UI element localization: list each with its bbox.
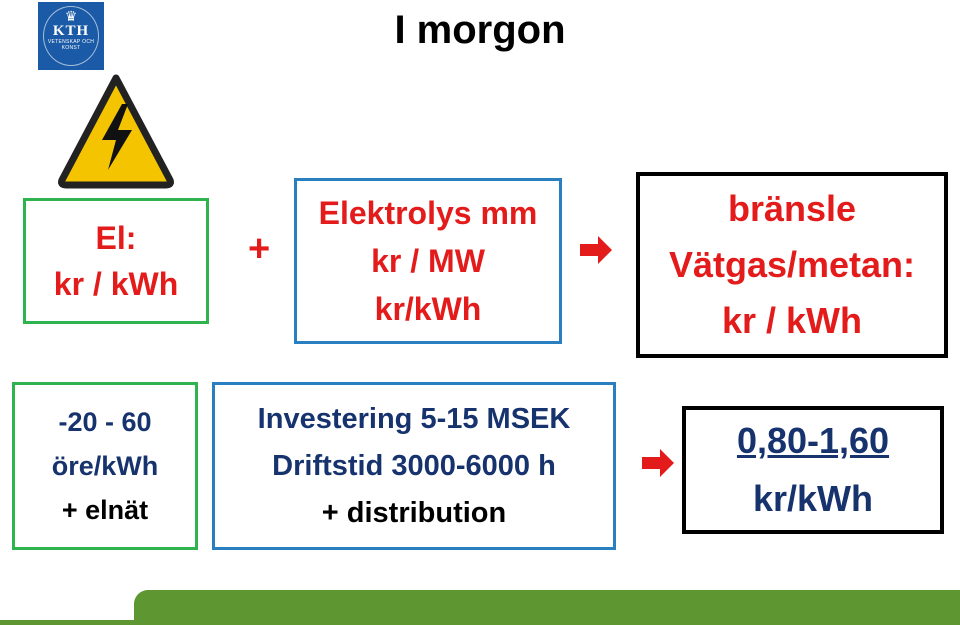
operating-time: Driftstid 3000-6000 h <box>272 449 556 482</box>
high-voltage-warning-icon <box>56 72 176 190</box>
electricity-price-box <box>12 382 198 550</box>
grid-fee: + elnät <box>61 495 149 525</box>
final-price-box <box>682 406 944 534</box>
distribution: + distribution <box>321 496 507 529</box>
elektrolys-cost-mw: kr / MW <box>371 243 485 279</box>
investment-box <box>212 382 616 550</box>
fuel-label: bränsle <box>727 188 857 229</box>
elektrolys-cost-kwh: kr/kWh <box>374 291 482 327</box>
plus-sign: + <box>248 228 271 270</box>
elektrolys-box <box>294 178 562 344</box>
final-price-range: 0,80-1,60 <box>736 420 890 461</box>
right-arrow-icon <box>578 233 614 267</box>
el-unit: kr / kWh <box>53 266 179 302</box>
el-price-box <box>23 198 209 324</box>
logo-text: KTH <box>52 23 90 39</box>
final-price-unit: kr/kWh <box>752 478 874 519</box>
crown-icon: ♛ <box>64 8 78 24</box>
fuel-unit: kr / kWh <box>721 300 863 341</box>
el-label: El: <box>95 220 137 256</box>
price-range: -20 - 60 <box>58 407 152 437</box>
logo-subtext: VETENSKAP OCH KONST <box>47 39 95 51</box>
slide-title: I morgon <box>394 8 566 52</box>
fuel-result-box <box>636 172 948 358</box>
fuel-type: Vätgas/metan: <box>668 244 916 285</box>
right-arrow-icon-2 <box>640 446 676 480</box>
footer-line <box>0 620 960 625</box>
elektrolys-label: Elektrolys mm <box>318 195 538 231</box>
investment-cost: Investering 5-15 MSEK <box>257 402 571 435</box>
price-unit: öre/kWh <box>51 451 159 481</box>
